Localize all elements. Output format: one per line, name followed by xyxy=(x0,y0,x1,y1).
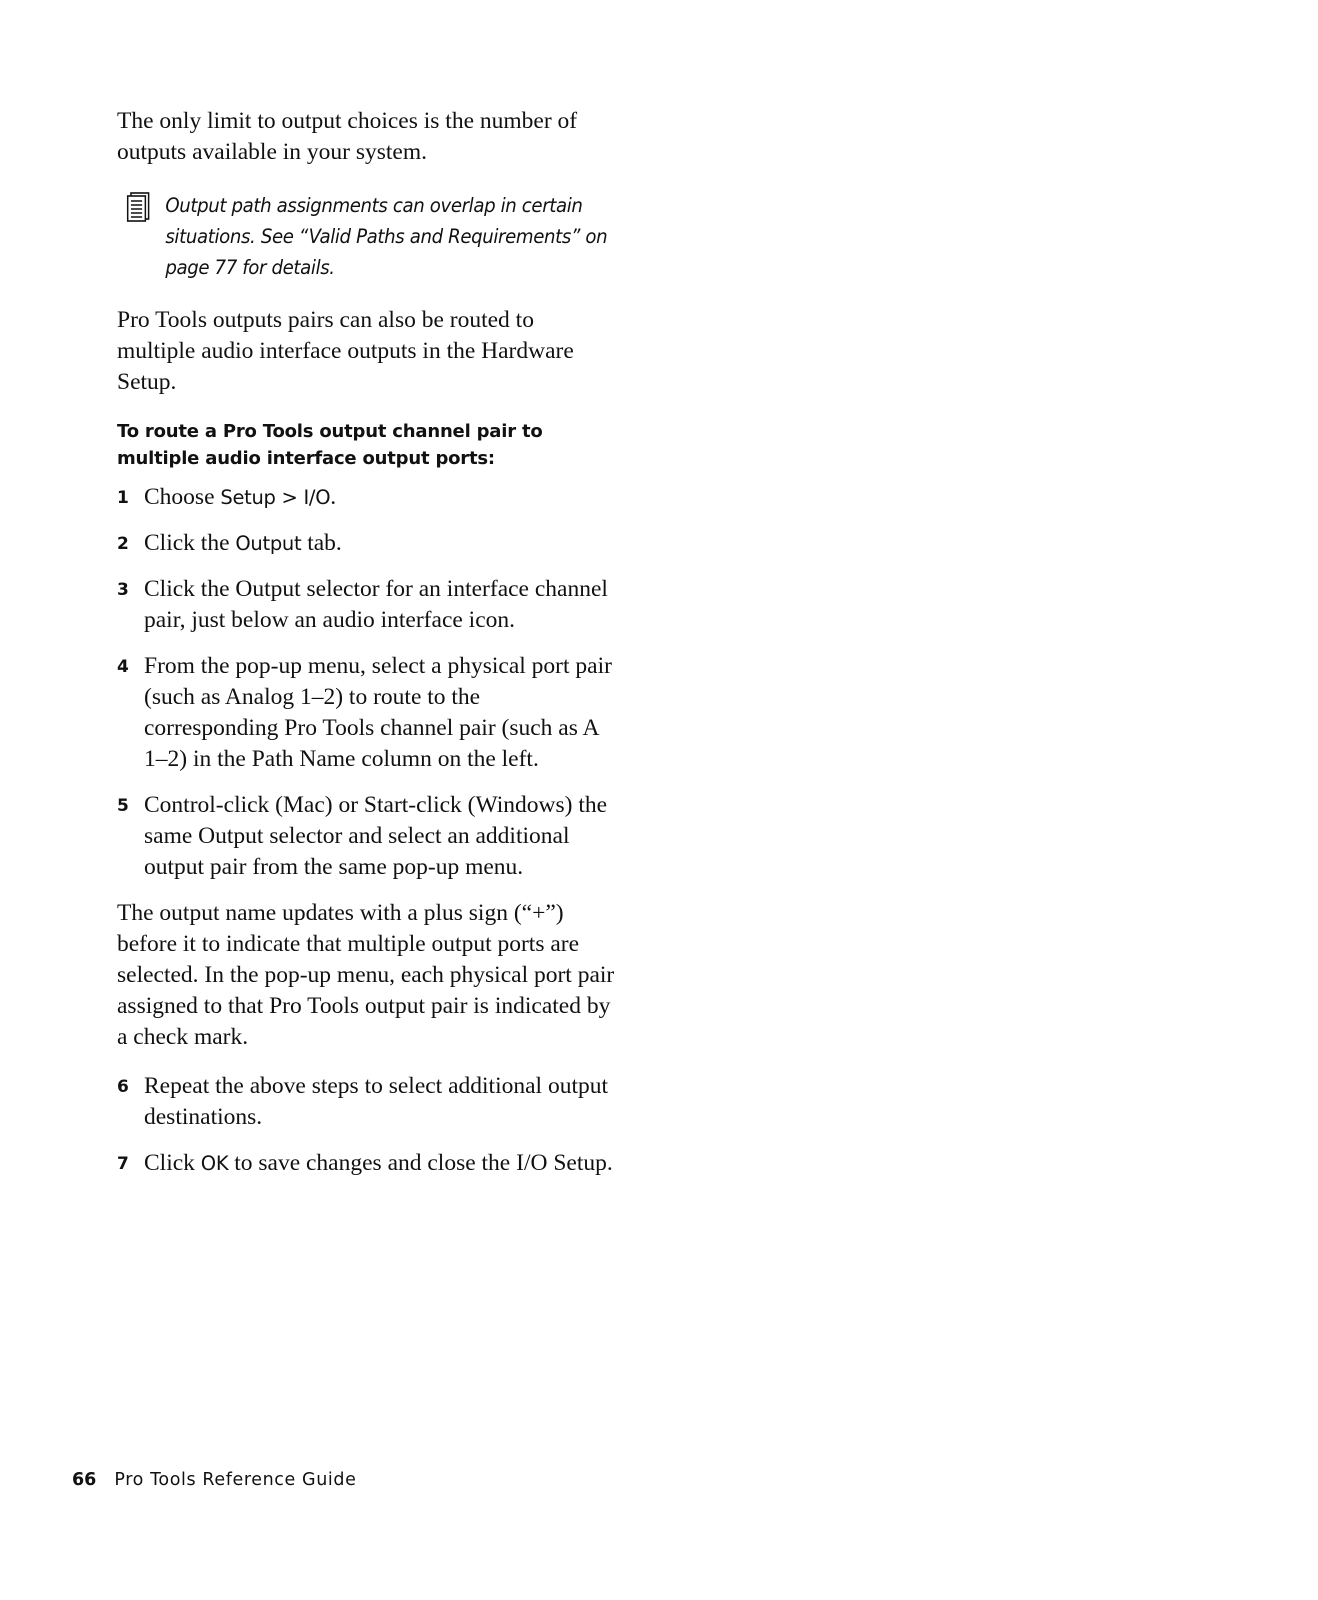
step-7 xyxy=(117,1148,617,1179)
guide-title: Pro Tools Reference Guide xyxy=(114,1470,357,1490)
note-callout xyxy=(117,190,649,283)
step-6 xyxy=(117,1071,617,1133)
page-number: 66 xyxy=(72,1470,97,1490)
step-number: 5 xyxy=(117,796,129,816)
note-text: Output path assignments can overlap in certain situations. See “Valid Paths and Requirements” on page 77 for details. xyxy=(165,194,608,279)
intro-paragraph: The only limit to output choices is the number of outputs available in your system. xyxy=(117,108,578,165)
step-text: to save changes and close the I/O Setup. xyxy=(228,1150,613,1176)
step-text: Click the Output selector for an interface channel pair, just below an audio interface icon. xyxy=(144,576,608,633)
summary-paragraph: The output name updates with a plus sign (“+”) before it to indicate that multiple output ports are selected. In the pop-up menu, each physical port pair assigned to that Pro Tools output pair is indicated by a check mark. xyxy=(117,900,615,1050)
page-footer xyxy=(72,1467,356,1493)
step-number: 6 xyxy=(117,1077,129,1097)
step-2 xyxy=(117,528,617,559)
button-name: OK xyxy=(200,1152,229,1175)
step-number: 4 xyxy=(117,657,129,677)
procedure-heading: To route a Pro Tools output channel pair to multiple audio interface output ports: xyxy=(117,421,543,469)
steps-list-b xyxy=(117,1071,617,1179)
note-icon xyxy=(126,192,148,222)
step-text: Control-click (Mac) or Start-click (Windows) the same Output selector and select an additional output pair from the same pop-up menu. xyxy=(144,792,608,880)
step-5 xyxy=(117,790,617,883)
step-text: . xyxy=(330,484,337,510)
step-text: From the pop-up menu, select a physical port pair (such as Analog 1–2) to route to the corresponding Pro Tools channel pair (such as A 1–2) in the Path Name column on the left. xyxy=(144,653,612,772)
step-1 xyxy=(117,482,617,513)
step-4 xyxy=(117,651,617,775)
routing-paragraph: Pro Tools outputs pairs can also be routed to multiple audio interface outputs in the Hardware Setup. xyxy=(117,307,574,395)
step-number: 3 xyxy=(117,580,129,600)
step-text: Choose xyxy=(144,484,221,510)
step-number: 1 xyxy=(117,488,129,508)
step-text: Click the xyxy=(144,530,236,556)
menu-path: Setup > I/O xyxy=(220,486,331,509)
step-number: 2 xyxy=(117,534,129,554)
steps-list-a xyxy=(117,482,617,883)
tab-name: Output xyxy=(235,532,302,555)
step-text: tab. xyxy=(301,530,342,556)
step-text: Repeat the above steps to select additional output destinations. xyxy=(144,1073,608,1130)
step-text: Click xyxy=(144,1150,201,1176)
step-number: 7 xyxy=(117,1154,129,1174)
step-3 xyxy=(117,574,617,636)
main-text-column xyxy=(117,106,617,1194)
